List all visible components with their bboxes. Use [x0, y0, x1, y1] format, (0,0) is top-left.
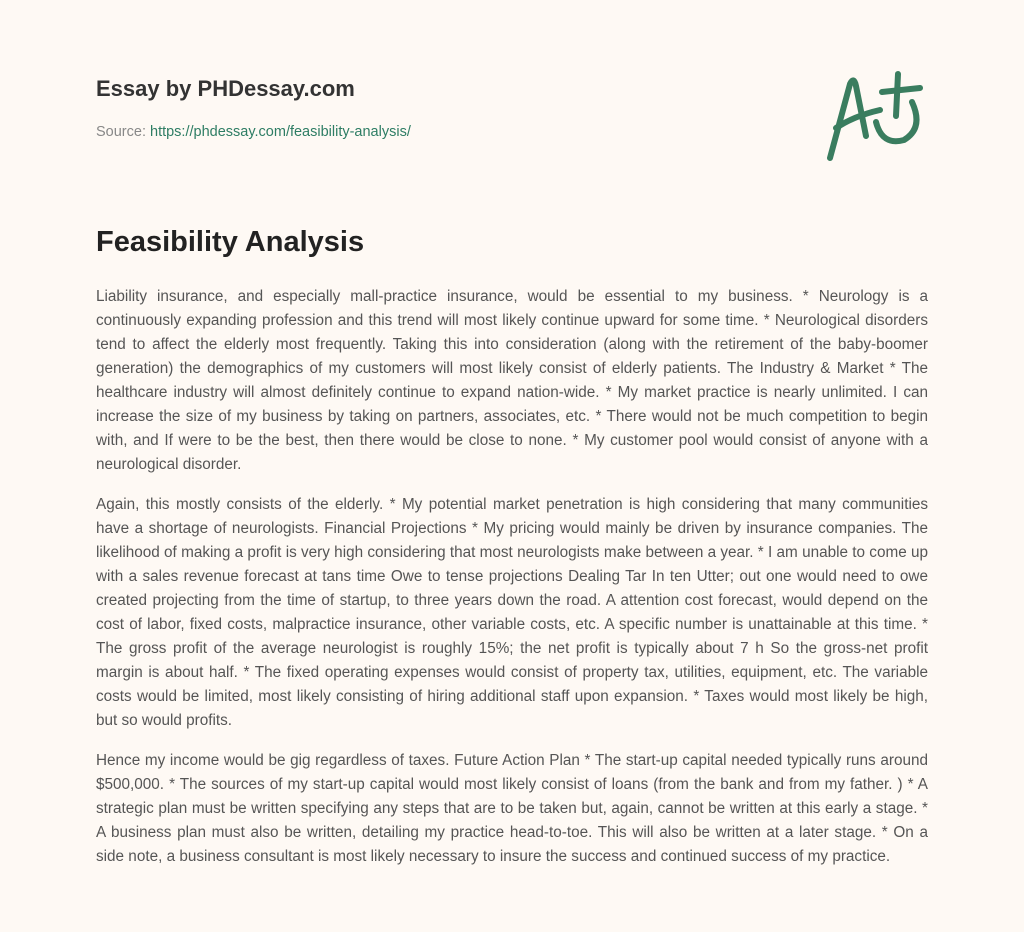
- source-label: Source:: [96, 124, 150, 140]
- source-line: [96, 124, 411, 140]
- article-title: Feasibility Analysis: [96, 226, 365, 258]
- article-body: [96, 285, 928, 885]
- paragraph: Again, this mostly consists of the elderly. * My potential market penetration is high considering that many communities have a shortage of neurologists. Financial Projections * My pricing would mainly be driven by insurance companies. The likelihood of making a profit is very high considering that most neurologists make between a year. * I am unable to come up with a sales revenue forecast at tans time Owe to tense projections Dealing Tar In ten Utter; out one would need to owe created projecting from the time of startup, to three years down the road. A attention cost forecast, would depend on the cost of labor, fixed costs, malpractice insurance, other variable costs, etc. A specific number is unattainable at this time. * The gross profit of the average neurologist is roughly 15%; the net profit is typically about 7 h So the gross-net profit margin is about half. * The fixed operating expenses would consist of property tax, utilities, equipment, etc. The variable costs would be limited, most likely consisting of hiring additional staff upon expansion. * Taxes would most likely be high, but so would profits.: [96, 496, 928, 729]
- site-brand: Essay by PHDessay.com: [96, 76, 355, 101]
- paragraph: Hence my income would be gig regardless of taxes. Future Action Plan * The start-up capital needed typically runs around $500,000. * The sources of my start-up capital would most likely consist of loans (from the bank and from my father. ) * A strategic plan must be written specifying any steps that are to be taken but, again, cannot be written at this early a stage. * A business plan must also be written, detailing my practice head-to-toe. This will also be written at a later stage. * On a side note, a business consultant is most likely necessary to insure the success and continued success of my practice.: [96, 752, 928, 865]
- a-plus-logo-icon: [820, 66, 930, 166]
- source-link[interactable]: https://phdessay.com/feasibility-analysis/: [150, 124, 411, 140]
- paragraph: Liability insurance, and especially mall-practice insurance, would be essential to my business. * Neurology is a continuously expanding profession and this trend will most likely continue upward for some time. * Neurological disorders tend to affect the elderly most frequently. Taking this into consideration (along with the retirement of the baby-boomer generation) the demographics of my customers will most likely consist of elderly patients. The Industry & Market * The healthcare industry will almost definitely continue to expand nation-wide. * My market practice is nearly unlimited. I can increase the size of my business by taking on partners, associates, etc. * There would not be much competition to begin with, and If were to be the best, then there would be close to none. * My customer pool would consist of anyone with a neurological disorder.: [96, 288, 928, 473]
